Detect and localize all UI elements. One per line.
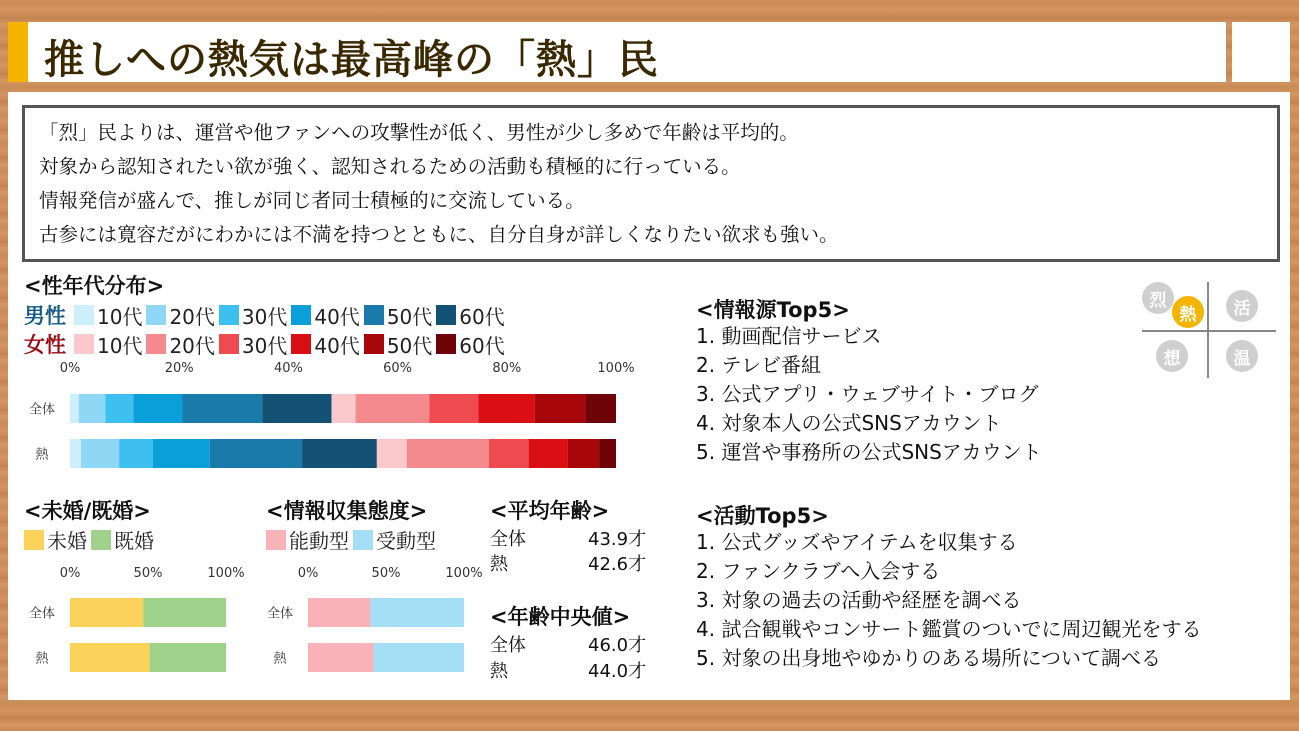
page-title: 推しへの熱気は最高峰の「熱」民 — [44, 37, 659, 83]
legend-label: 20代 — [169, 333, 215, 358]
summary-line: 情報発信が盛んで、推しが同じ者同士積極的に交流している。 — [39, 189, 585, 212]
bar-segment — [79, 394, 106, 423]
quadrant-katsu: 活 — [1226, 290, 1258, 322]
bar-segment — [568, 439, 599, 468]
list-item: 5. 運営や事務所の公式SNSアカウント — [696, 440, 1042, 464]
tick-label: 40% — [273, 361, 303, 376]
list-item: 2. テレビ番組 — [696, 353, 822, 377]
activities-heading: <活動Top5> — [696, 504, 829, 528]
marital-heading: <未婚/既婚> — [24, 499, 151, 523]
legend-label: 30代 — [241, 304, 288, 329]
median-age-label: 全体 — [490, 635, 526, 656]
tick-label: 100% — [597, 361, 635, 376]
category-label: 全体 — [28, 606, 56, 622]
type-quadrant — [1138, 282, 1278, 382]
activities-list — [696, 528, 1201, 673]
info-attitude-heading: <情報収集態度> — [266, 499, 428, 523]
legend-label: 受動型 — [376, 529, 436, 553]
category-label: 熱 — [273, 651, 287, 667]
list-item: 4. 試合観戦やコンサート鑑賞のついでに周辺観光をする — [696, 617, 1202, 641]
summary-line: 古参には寛容だがにわかには不満を持つとともに、自分自身が詳しくなりたい欲求も強い。 — [39, 223, 839, 246]
legend-label: 50代 — [386, 304, 433, 329]
list-item: 5. 対象の出身地やゆかりのある場所について調べる — [696, 646, 1162, 670]
tick-label: 20% — [164, 361, 194, 376]
bar-segment — [374, 643, 464, 672]
tick-label: 50% — [133, 566, 163, 581]
tick-label: 100% — [207, 566, 245, 581]
quadrant-sou: 想 — [1156, 340, 1188, 372]
legend-swatch — [91, 530, 111, 550]
bar-segment — [489, 439, 529, 468]
bar-segment — [262, 394, 331, 423]
legend-swatch — [24, 530, 44, 550]
bar-segment — [478, 394, 534, 423]
tick-label: 0% — [297, 566, 319, 581]
bar-segment — [599, 439, 616, 468]
list-item: 3. 公式アプリ・ウェブサイト・ブログ — [696, 382, 1039, 406]
list-item: 2. ファンクラブへ入会する — [696, 559, 941, 583]
quadrant-on: 温 — [1226, 340, 1258, 372]
legend-label: 30代 — [241, 333, 288, 358]
bar-segment — [302, 439, 377, 468]
category-label: 熱 — [35, 447, 49, 463]
bar-segment — [210, 439, 302, 468]
legend-swatch — [353, 530, 373, 550]
male-label: 男性 — [24, 304, 66, 328]
tick-label: 50% — [371, 566, 401, 581]
quadrant-retsu: 烈 — [1142, 282, 1174, 314]
median-age-value: 46.0才 — [588, 635, 647, 656]
summary-line: 対象から認知されたい欲が強く、認知されるための活動も積極的に行っている。 — [39, 155, 741, 178]
bar-segment — [70, 394, 79, 423]
legend-label: 10代 — [97, 333, 143, 358]
quadrant-hline — [1142, 330, 1276, 332]
bar-segment — [70, 643, 150, 672]
legend-label: 60代 — [459, 304, 505, 329]
avg-age-label: 全体 — [490, 529, 526, 550]
legend-label: 40代 — [314, 333, 360, 358]
legend-swatch — [266, 530, 286, 550]
category-label: 全体 — [266, 606, 294, 622]
legend-label: 50代 — [386, 333, 433, 358]
bar-segment — [332, 394, 356, 423]
bar-segment — [143, 598, 226, 627]
median-age-label: 熱 — [490, 661, 508, 682]
attitude-legend — [266, 525, 440, 554]
avg-age-value: 43.9才 — [588, 529, 647, 550]
bar-segment — [70, 439, 81, 468]
bar-segment — [407, 439, 489, 468]
category-label: 全体 — [28, 402, 56, 418]
bar-segment — [119, 439, 153, 468]
list-item: 1. 動画配信サービス — [696, 324, 882, 348]
female-label: 女性 — [24, 333, 66, 357]
marital-legend — [24, 525, 158, 554]
info-sources-heading: <情報源Top5> — [696, 298, 850, 322]
list-item: 1. 公式グッズやアイテムを収集する — [696, 530, 1018, 554]
legend-label: 20代 — [169, 304, 215, 329]
age-gender-heading: <性年代分布> — [24, 274, 165, 298]
category-label: 熱 — [35, 651, 49, 667]
bar-segment — [370, 598, 464, 627]
legend-label: 40代 — [314, 304, 360, 329]
bar-segment — [429, 394, 478, 423]
legend-label: 60代 — [459, 333, 505, 358]
bar-segment — [182, 394, 262, 423]
avg-age-label: 熱 — [490, 554, 508, 575]
bar-segment — [377, 439, 407, 468]
bar-segment — [105, 394, 133, 423]
bar-segment — [308, 643, 374, 672]
bar-segment — [356, 394, 430, 423]
list-item: 4. 対象本人の公式SNSアカウント — [696, 411, 1002, 435]
bar-segment — [535, 394, 586, 423]
tick-label: 100% — [445, 566, 483, 581]
bar-segment — [81, 439, 119, 468]
bar-segment — [150, 643, 226, 672]
summary-line: 「烈」民よりは、運営や他ファンへの攻撃性が低く、男性が少し多めで年齢は平均的。 — [39, 121, 799, 144]
legend-label: 10代 — [97, 304, 143, 329]
bar-segment — [133, 394, 182, 423]
info-sources-list — [696, 322, 1042, 467]
tick-label: 0% — [59, 566, 81, 581]
list-item: 3. 対象の過去の活動や経歴を調べる — [696, 588, 1022, 612]
median-age-value: 44.0才 — [588, 661, 647, 682]
median-age-heading: <年齢中央値> — [490, 605, 631, 629]
tick-label: 60% — [383, 361, 413, 376]
legend-label: 能動型 — [289, 529, 349, 553]
bar-segment — [70, 598, 143, 627]
bar-segment — [529, 439, 568, 468]
tick-label: 80% — [492, 361, 522, 376]
legend-label: 未婚 — [47, 529, 87, 553]
bar-segment — [585, 394, 616, 423]
avg-age-value: 42.6才 — [588, 554, 647, 575]
quadrant-netsu-highlight: 熱 — [1172, 296, 1204, 328]
avg-age-heading: <平均年齢> — [490, 499, 610, 523]
bar-segment — [153, 439, 210, 468]
legend-label: 既婚 — [114, 529, 154, 553]
bar-segment — [308, 598, 370, 627]
tick-label: 0% — [59, 361, 81, 376]
